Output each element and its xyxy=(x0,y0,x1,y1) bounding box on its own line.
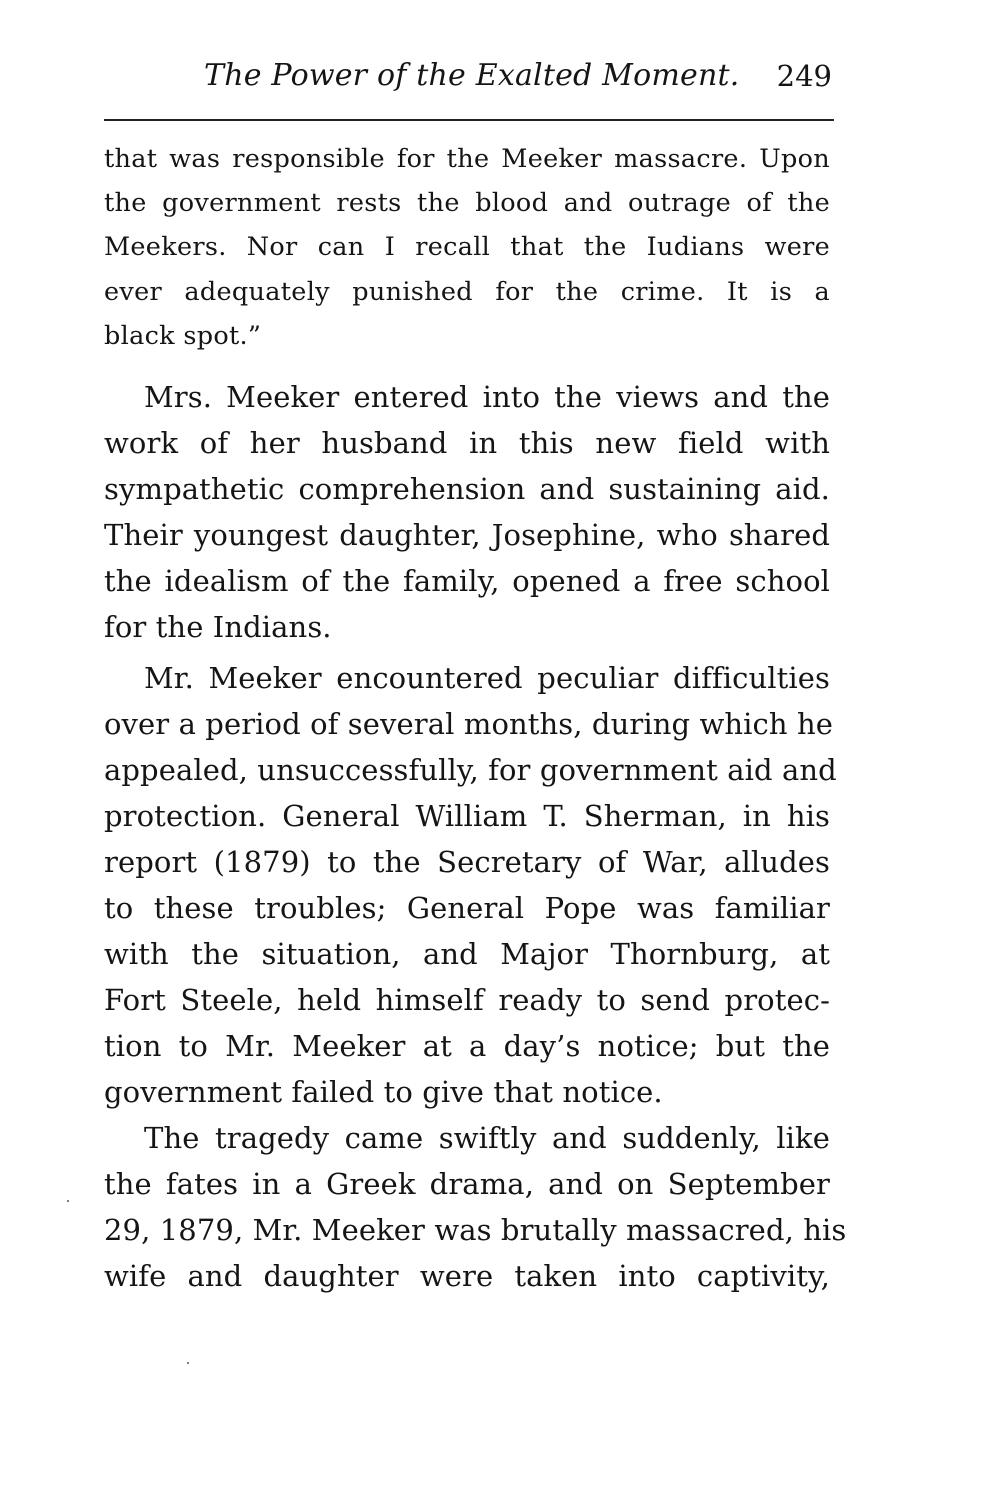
text-line: to these troubles; General Pope was familiar xyxy=(104,891,830,925)
text-line: Their youngest daughter, Josephine, who shared xyxy=(104,518,830,552)
text-line: the idealism of the family, opened a free school xyxy=(104,564,830,598)
text-line: with the situation, and Major Thornburg, at xyxy=(104,937,830,971)
paper-speck xyxy=(67,1200,69,1202)
text-line: Mrs. Meeker entered into the views and the xyxy=(144,380,830,414)
text-line: government failed to give that notice. xyxy=(104,1075,663,1109)
text-line: protection. General William T. Sherman, in his xyxy=(104,799,830,833)
text-line: over a period of several months, during which he xyxy=(104,707,834,741)
text-line: the government rests the blood and outrage of the xyxy=(104,188,830,218)
text-line: Fort Steele, held himself ready to send protec- xyxy=(104,983,830,1017)
text-line: wife and daughter were taken into captivity, xyxy=(104,1259,830,1293)
text-line: the fates in a Greek drama, and on September xyxy=(104,1167,830,1201)
paper-speck xyxy=(187,1362,189,1364)
text-line: report (1879) to the Secretary of War, alludes xyxy=(104,845,830,879)
text-line: The tragedy came swiftly and suddenly, like xyxy=(144,1121,830,1155)
text-line: Meekers. Nor can I recall that the Iudians were xyxy=(104,232,830,262)
text-line: work of her husband in this new field with xyxy=(104,426,830,460)
text-line: tion to Mr. Meeker at a day’s notice; but the xyxy=(104,1029,830,1063)
text-line: for the Indians. xyxy=(104,610,332,644)
text-line: that was responsible for the Meeker massacre. Upon xyxy=(104,144,830,174)
text-line: ever adequately punished for the crime. It is a xyxy=(104,277,830,307)
running-title: The Power of the Exalted Moment. xyxy=(204,58,740,93)
text-line: 29, 1879, Mr. Meeker was brutally massacred, his xyxy=(104,1213,847,1247)
page-header xyxy=(104,56,834,98)
text-line: black spot.” xyxy=(104,321,262,351)
text-line: sympathetic comprehension and sustaining aid. xyxy=(104,472,830,506)
text-line: Mr. Meeker encountered peculiar difficulties xyxy=(144,661,830,695)
text-line: appealed, unsuccessfully, for government aid and xyxy=(104,753,837,787)
header-rule xyxy=(104,119,834,121)
page-number: 249 xyxy=(776,59,832,93)
